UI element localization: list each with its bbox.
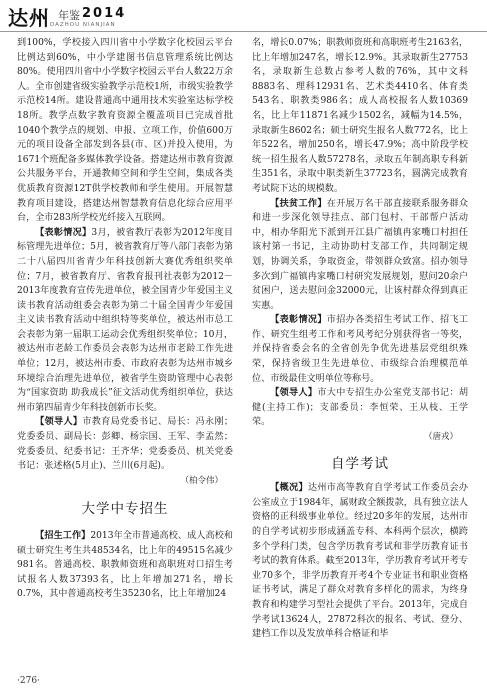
award-tag: 【表彰情况】 — [35, 226, 92, 238]
lead-text: 市大中专招生办公室党支部书记：胡健(主持工作)；支部委员：李恒荣、王从枝、王学荣。 — [252, 388, 468, 428]
award-text: 3月，被省教厅表彰为2012年度目标管理先进单位；5月，被省教育厅等八部门表彰为第二十八届四川省青少年科技创新大赛优秀组织奖单位；7月，被省教育厅、省教育报刊社表彰为2012－2013年度教育宣传先进单位，被全国青少年爱国主义读书教育活动组委会表彰为第二十届全国青少年爱国主义读书教育活动中组织特等奖单位，被达州市总工会表彰为第一届职工运动会优秀组织奖单位；10月，被达州市老龄工作委员会表彰为达州市老龄工作先进单位；12月，被达州市委、市政府表彰为达州市城乡环境综合治理先进单位，被省学生资助管理中心表彰为“国家资助 助我成长”征文活动优秀组织单位，获达州市第四届青少年科技创新市长奖。 — [17, 227, 233, 413]
yearbook-brand: 达州 — [8, 6, 50, 30]
honor-text: 市招办各类招生考试工作、招飞工作、研究生组考工作和考风考纪分别获得省一等奖，并保持省委会名的全省创先争优先进基层党组织殊荣，保持省级卫生先进单位、市级综合治理模范单位、市级最佳文明单位等称号。 — [252, 315, 468, 384]
lead-tag: 【领导人】 — [270, 387, 318, 399]
page-number: ·276· — [17, 676, 40, 686]
enroll-paragraph — [17, 529, 233, 602]
aid-tag: 【扶贫工作】 — [270, 197, 327, 209]
lead-paragraph — [252, 386, 468, 430]
overview-text: 达州市高等教育自学考试工作委员会办公室成立于1984年，属财政全额拨款，具有独立法人资格的正科级事业单位。经过20多年的发展，达州市的自学考试初步形成涵盖专科、本科两个层次，横跨多个学科门类，包含学历教育考试和非学历教育证书考试的教育体系。截至2013年，学历教育考试开考专业70多个，非学历教育开考4个专业证书和职业资格证书考试，满足了群众对教育多样化的需求，为终身教育和构建学习型社会提供了平台。2013年，完成自学考试13624人，27872科次的报名、考试、登分、建档工作以及发放单科合格证和毕 — [252, 483, 468, 640]
author-signature-2: （唐戎） — [423, 432, 458, 443]
author-signature: （柏令伟） — [180, 475, 223, 486]
right-column — [252, 36, 468, 642]
overview-tag: 【概况】 — [270, 482, 308, 494]
aid-paragraph — [252, 197, 468, 314]
leader-tag: 【领导人】 — [35, 416, 83, 428]
page-header — [0, 0, 487, 32]
section-heading-self-exam: 自学考试 — [331, 455, 389, 472]
leader-paragraph — [17, 415, 233, 473]
enroll-text: 2013年全市普通高校、成人高校和硕士研究生考生共48534名，比上年的49515名减少981名。普通高校、职教师资班和高职班对口招生考试报名人数37393名，比上年增加271名，增长0.7%，其中普通高校考生35230名，比上年增加24 — [17, 531, 233, 600]
section-heading-enrollment: 大学中专招生 — [81, 501, 169, 518]
enroll-continued: 名，增长0.07%；职教师资班和高职班考生2163名，比上年增加247名，增长12.9%。其录取新生27753名，录取新生总数占参考人数的76%，其中文科8883名、理科12931名、艺术类4410名、体育类543名、职教类986名；成人高校报名人数10369名，比上年11871名减少1502名，减幅为14.5%，录取新生8602名；硕士研究生报名人数772名，比上年522名，增加250名，增长47.9%；高中阶段学校统一招生报名人数57278名，录取五年制高职专科新生351名，录取中职类新生37723名，圆满完成教育考试院下达的规模数。 — [252, 38, 468, 194]
yearbook-year: 2014 — [82, 6, 127, 21]
honor-tag: 【表彰情况】 — [270, 314, 327, 326]
award-paragraph — [17, 226, 233, 416]
intro-paragraph: 到100%，学校接入四川省中小学数字化校园云平台比例达到60%，中小学建图书信息管理系统比例达80%。使用四川省中小学数字校园云平台人数22万余人。全市创建省级实验教学示范校1所，市级实验教学示范校14所。建设普通高中通用技术实验室达标学校18所。教学点数字教育资源全覆盖项目已完成首批1040个教学点的规划、申报、立项工作，价值600万元的项目设备全部发到各县(市、区)并投入使用，为1671个班配备多媒体教学设备。搭建达州市教育资源公共服务平台，开通教师空间和学生空间，集成各类优质教育资源12T供学校教师和学生使用。开展智慧教育项目建设，搭建达州智慧教育信息化综合应用平台，全市283所学校光纤接入互联网。 — [17, 38, 233, 224]
leader-text: 市教育局党委书记、局长：冯永刚；党委委员、副局长：彭卿、杨宗国、王军、李孟然；党委委员、纪委书记：王齐华；党委委员、机关党委书记：张述格(5月止)、兰川(6月起)。 — [17, 417, 233, 472]
enroll-tag: 【招生工作】 — [35, 530, 91, 541]
left-column — [17, 36, 233, 602]
aid-text: 在开展万名干部直接联系服务群众和进一步深化领导挂点、部门包村、干部帮户活动中，相办华阳光下派到开江县广福镇冉家嘴口村担任该村第一书记，主动协助村支部工作，共同制定规划，协调关系，争取资金，带领群众致富。招办领导多次到广福镇冉家嘴口村研究发展规划，慰问20余户贫困户，送去慰问金32000元，让该村群众得到真正实惠。 — [252, 198, 468, 311]
overview-paragraph — [252, 481, 468, 642]
honor-paragraph — [252, 313, 468, 386]
yearbook-label: 年鉴 — [58, 9, 80, 22]
yearbook-pinyin: DAZHOU NIANJIAN — [50, 22, 116, 28]
header-rule — [0, 31, 487, 32]
